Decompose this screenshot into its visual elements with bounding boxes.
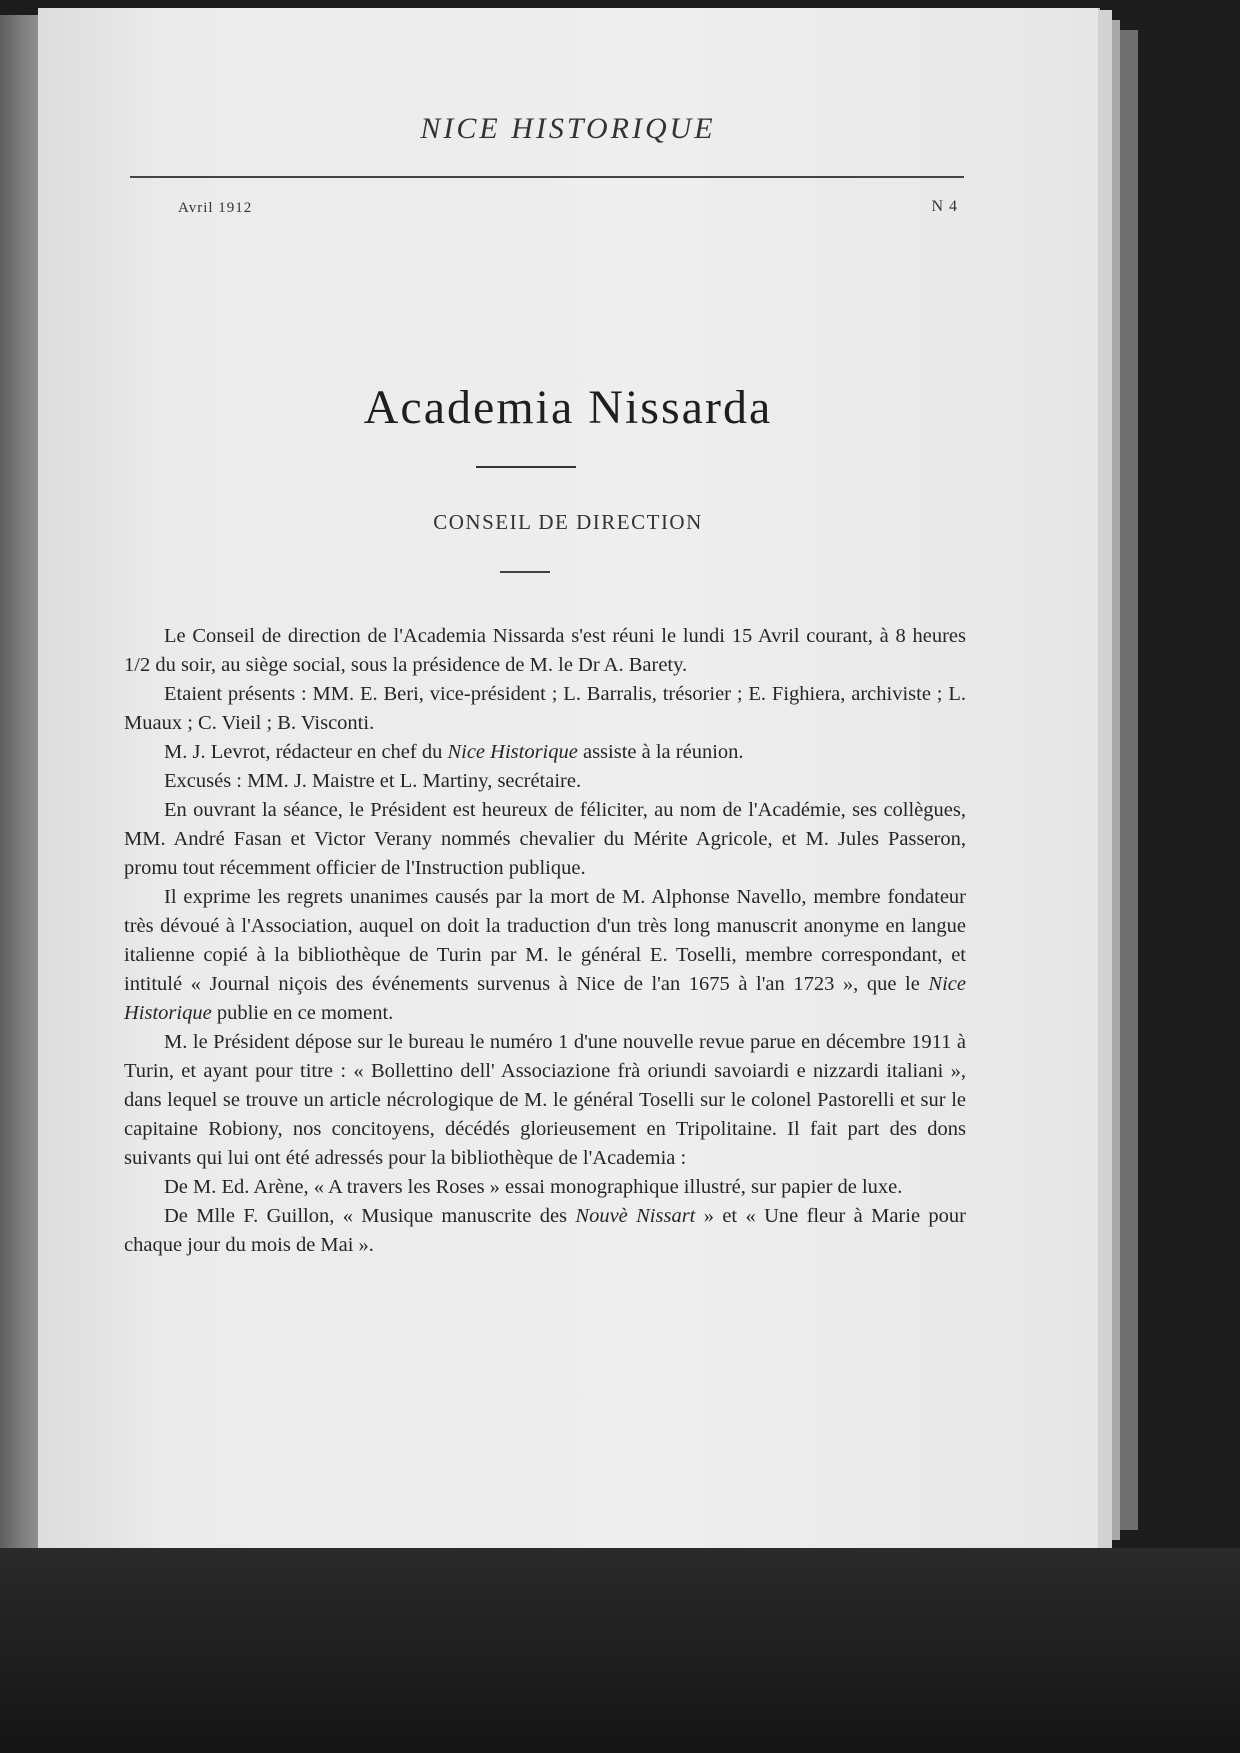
issue-number: N 4: [931, 198, 958, 215]
paragraph-levrot-journal: Nice Historique: [447, 741, 578, 763]
paragraph-navello-text: Il exprime les regrets unanimes causés par la mort de M. Alphonse Navello, membre fondateur très dévoué à l'Association, auquel on doit la traduction d'un très long manuscrit anonyme en langue italienne copié à la bibliothèque de Turin par M. le général E. Toselli, membre correspondant, et intitulé « Journal niçois des événements survenus à Nice de l'an 1675 à l'an 1723 », que le: [124, 886, 966, 995]
section-heading: CONSEIL DE DIRECTION: [433, 510, 703, 534]
scanned-page: [38, 8, 1098, 1548]
paragraph-gift-arene: De M. Ed. Arène, « A travers les Roses » essai monographique illustré, sur papier de luxe.: [164, 1176, 903, 1198]
page-stack-edge: [1112, 20, 1120, 1540]
title-rule: [476, 466, 576, 468]
paragraph-levrot-text: M. J. Levrot, rédacteur en chef du: [164, 741, 448, 763]
paragraph-levrot: [124, 738, 966, 767]
article-title: Academia Nissarda: [363, 381, 773, 434]
paragraph-excused: Excusés : MM. J. Maistre et L. Martiny, secrétaire.: [164, 770, 582, 792]
page-stack-edge: [1098, 10, 1112, 1550]
paragraph-present: Etaient présents : MM. E. Beri, vice-président ; L. Barralis, trésorier ; E. Fighiera, archiviste ; L. Muaux ; C. Vieil ; B. Visconti.: [124, 683, 966, 734]
paragraph-congratulations: En ouvrant la séance, le Président est heureux de féliciter, au nom de l'Académie, ses collègues, MM. André Fasan et Victor Verany nommés chevalier du Mérite Agricole, et M. Jules Passeron, promu tout récemment officier de l'Instruction publique.: [124, 799, 966, 879]
paragraph-navello-end: publie en ce moment.: [211, 1002, 394, 1024]
paragraph-guillon-title: Nouvè Nissart: [575, 1205, 696, 1227]
section-rule: [500, 571, 550, 573]
paragraph-levrot-end: assiste à la réunion.: [577, 741, 744, 763]
paragraph-guillon-text: De Mlle F. Guillon, « Musique manuscrite des: [164, 1205, 576, 1227]
paragraph-navello-journal: Nice Historique: [124, 973, 966, 1024]
paragraph-bollettino: M. le Président dépose sur le bureau le numéro 1 d'une nouvelle revue parue en décembre 1911 à Turin, et ayant pour titre : « Bollettino dell' Associazione frà oriundi savoiardi e nizzardi italiani », dans lequel se trouve un article nécrologique de M. le général Toselli sur le colonel Pastorelli et sur le capitaine Robiony, nos concitoyens, décédés glorieusement en Tripolitaine. Il fait part des dons suivants qui lui ont été adressés pour la bibliothèque de l'Academia :: [124, 1031, 966, 1169]
issue-date: Avril 1912: [178, 200, 253, 216]
paragraph-navello: [124, 883, 966, 1028]
paragraph-guillon-end: » et « Une fleur à Marie pour chaque jour du mois de Mai ».: [124, 1205, 966, 1256]
page-stack-edge: [1120, 30, 1138, 1530]
paragraph-meeting: Le Conseil de direction de l'Academia Nissarda s'est réuni le lundi 15 Avril courant, à 8 heures 1/2 du soir, au siège social, sous la présidence de M. le Dr A. Barety.: [124, 625, 966, 676]
journal-title: NICE HISTORIQUE: [420, 112, 716, 145]
header-rule: [130, 176, 964, 178]
paragraph-gift-guillon: [124, 1202, 966, 1260]
article-body: [124, 622, 966, 1260]
scan-background: [0, 1548, 1240, 1753]
